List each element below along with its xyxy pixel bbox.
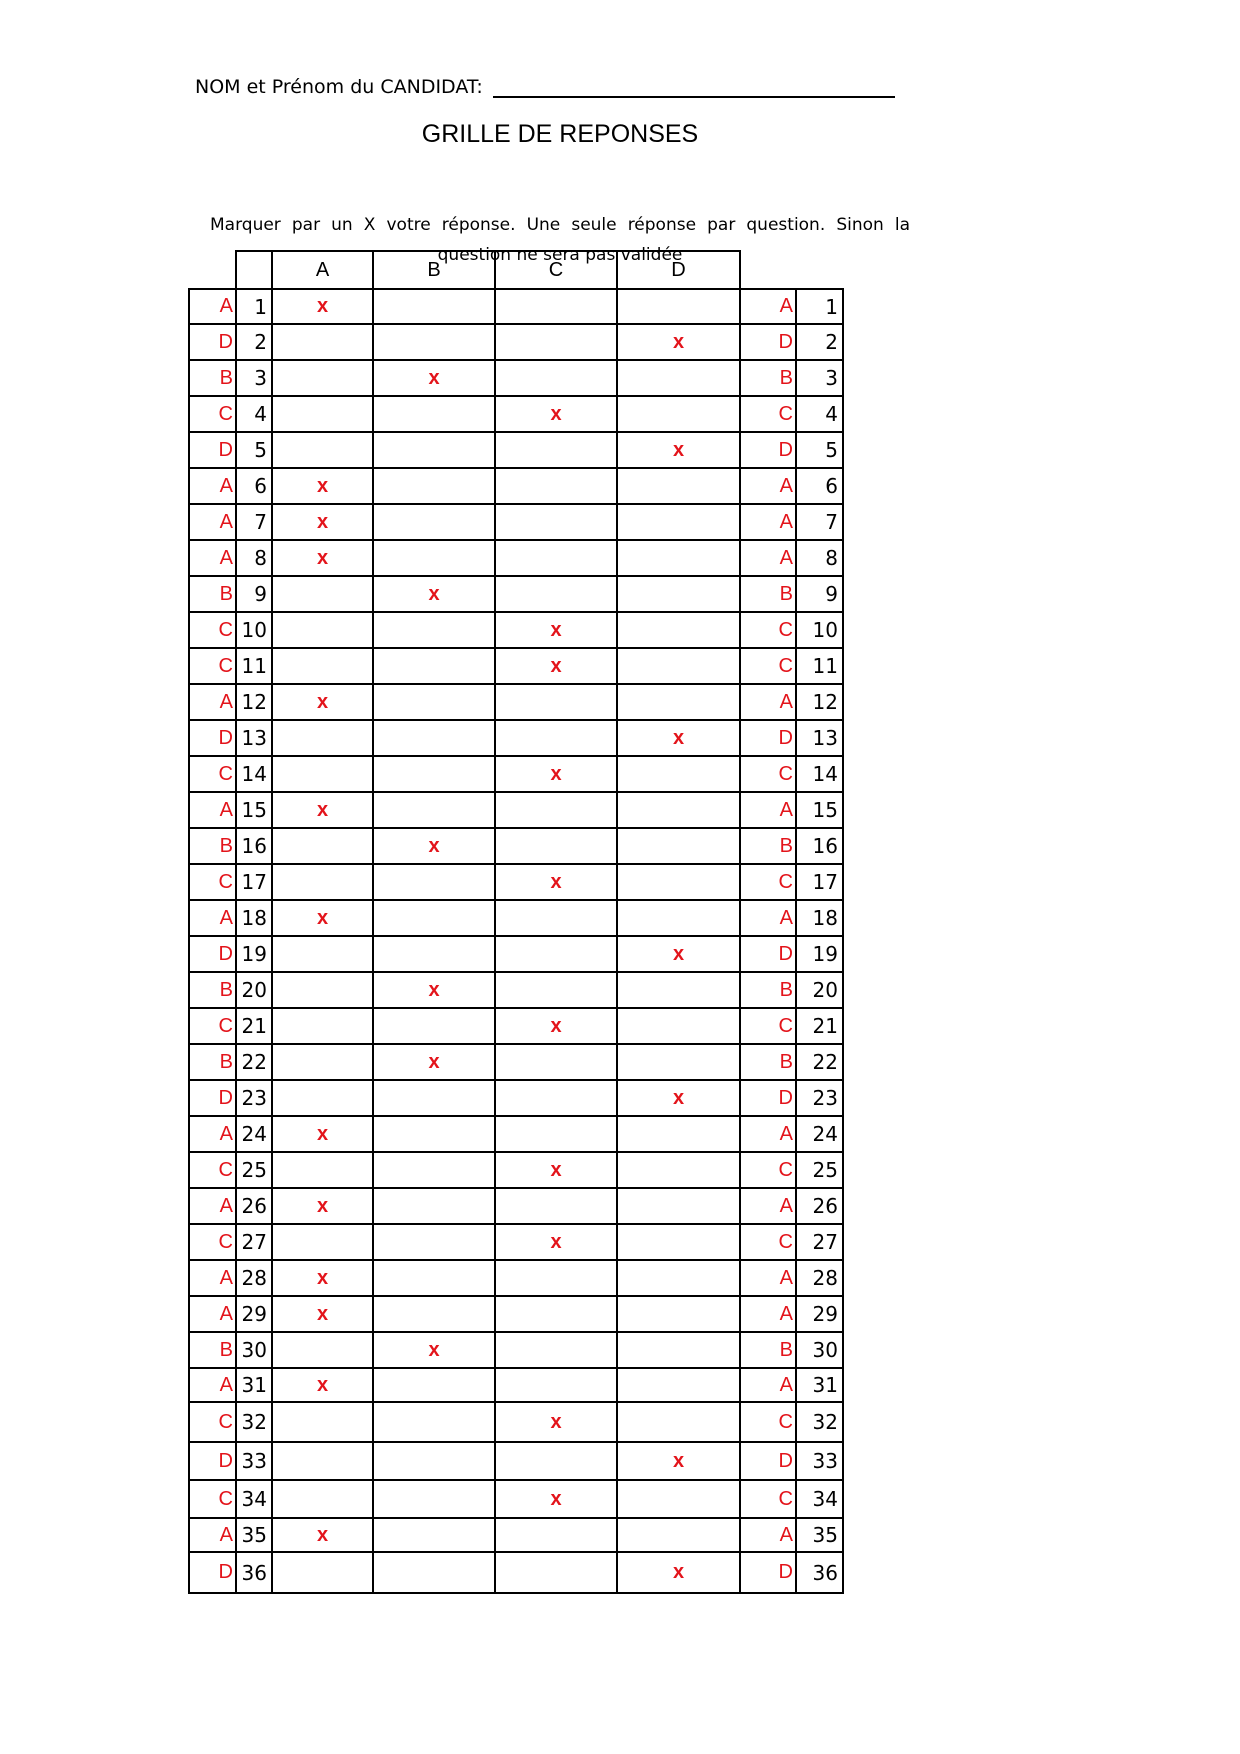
answer-cell-c[interactable] [494,827,618,865]
question-number-right: 10 [795,611,844,649]
answer-cell-b[interactable] [372,431,496,469]
candidate-name-line[interactable] [493,76,895,98]
question-number: 25 [235,1151,273,1189]
answer-cell-b[interactable] [372,1223,496,1261]
answer-key-left: C [188,1401,237,1443]
answer-cell-d[interactable] [616,1259,741,1297]
answer-cell-a[interactable] [271,971,374,1009]
answer-cell-c[interactable] [494,1367,618,1403]
question-number: 31 [235,1367,273,1403]
question-number-right: 3 [795,359,844,397]
question-number: 29 [235,1295,273,1333]
answer-key-left: C [188,863,237,901]
answer-key-left: B [188,1331,237,1369]
answer-cell-b[interactable] [372,1479,496,1519]
answer-key-left: A [188,683,237,721]
answer-key-left: D [188,1079,237,1117]
answer-key-left: A [188,288,237,325]
answer-cell-c[interactable] [494,323,618,361]
answer-cell-b[interactable] [372,1259,496,1297]
answer-cell-b[interactable] [372,719,496,757]
answer-key-left: A [188,1367,237,1403]
answer-key-right: C [739,1223,797,1261]
question-number-right: 9 [795,575,844,613]
answer-cell-d[interactable]: x [616,719,741,757]
answer-key-left: B [188,1043,237,1081]
answer-cell-a[interactable] [271,1151,374,1189]
question-number: 21 [235,1007,273,1045]
answer-cell-b[interactable] [372,899,496,937]
answer-cell-c[interactable] [494,1441,618,1481]
question-number-right: 16 [795,827,844,865]
answer-key-right: B [739,971,797,1009]
answer-cell-b[interactable] [372,1517,496,1553]
answer-cell-d[interactable] [616,1331,741,1369]
answer-key-right: A [739,899,797,937]
answer-key-right: C [739,1401,797,1443]
question-number: 4 [235,395,273,433]
answer-cell-d[interactable] [616,1187,741,1225]
answer-key-left: A [188,503,237,541]
question-number-right: 30 [795,1331,844,1369]
answer-key-right: A [739,791,797,829]
answer-cell-d[interactable] [616,1295,741,1333]
question-number-right: 32 [795,1401,844,1443]
question-number-right: 1 [795,288,844,325]
answer-key-left: C [188,755,237,793]
answer-cell-d[interactable] [616,1223,741,1261]
answer-cell-c[interactable]: x [494,395,618,433]
question-number: 24 [235,1115,273,1153]
answer-cell-c[interactable]: x [494,611,618,649]
question-number: 17 [235,863,273,901]
answer-cell-b[interactable] [372,863,496,901]
answer-key-left: A [188,791,237,829]
answer-key-left: C [188,611,237,649]
question-number: 19 [235,935,273,973]
answer-key-right: C [739,1151,797,1189]
answer-key-left: A [188,539,237,577]
question-number-right: 28 [795,1259,844,1297]
question-number: 27 [235,1223,273,1261]
question-number-right: 20 [795,971,844,1009]
answer-cell-a[interactable] [271,1043,374,1081]
question-number: 12 [235,683,273,721]
question-number-right: 6 [795,467,844,505]
answer-key-right: D [739,323,797,361]
answer-cell-a[interactable]: x [271,791,374,829]
answer-cell-d[interactable] [616,1043,741,1081]
answer-cell-a[interactable] [271,1441,374,1481]
question-number: 11 [235,647,273,685]
answer-key-left: C [188,1007,237,1045]
question-number: 18 [235,899,273,937]
answer-cell-a[interactable]: x [271,683,374,721]
answer-cell-d[interactable]: x [616,1441,741,1481]
answer-cell-d[interactable] [616,1151,741,1189]
answer-cell-c[interactable] [494,971,618,1009]
answer-cell-d[interactable]: x [616,1551,741,1594]
question-number: 33 [235,1441,273,1481]
answer-cell-a[interactable] [271,863,374,901]
answer-cell-c[interactable] [494,1517,618,1553]
answer-key-right: D [739,431,797,469]
answer-cell-d[interactable] [616,575,741,613]
column-header-d: D [616,250,741,290]
answer-key-left: C [188,1223,237,1261]
answer-cell-a[interactable] [271,935,374,973]
question-number: 14 [235,755,273,793]
answer-cell-d[interactable] [616,971,741,1009]
question-number-right: 21 [795,1007,844,1045]
answer-key-right: D [739,935,797,973]
answer-cell-c[interactable] [494,1295,618,1333]
answer-key-right: B [739,827,797,865]
answer-cell-d[interactable] [616,1479,741,1519]
answer-cell-d[interactable]: x [616,323,741,361]
answer-cell-d[interactable] [616,503,741,541]
answer-cell-b[interactable] [372,1401,496,1443]
answer-key-left: D [188,935,237,973]
answer-cell-d[interactable] [616,1517,741,1553]
instructions-line-2: question ne sera pas validée [437,245,683,265]
question-number-right: 7 [795,503,844,541]
question-number: 15 [235,791,273,829]
answer-cell-a[interactable] [271,755,374,793]
answer-cell-b[interactable]: x [372,1331,496,1369]
answer-cell-b[interactable] [372,1115,496,1153]
page-title: GRILLE DE REPONSES [421,120,699,148]
answer-key-left: A [188,899,237,937]
answer-cell-b[interactable] [372,683,496,721]
answer-key-right: A [739,1367,797,1403]
answer-key-left: C [188,395,237,433]
answer-key-right: C [739,395,797,433]
answer-key-right: B [739,1331,797,1369]
answer-cell-c[interactable] [494,719,618,757]
answer-cell-b[interactable] [372,1367,496,1403]
answer-key-right: A [739,288,797,325]
answer-cell-a[interactable] [271,1079,374,1117]
answer-cell-a[interactable]: x [271,288,374,325]
question-number-right: 17 [795,863,844,901]
answer-key-left: D [188,323,237,361]
answer-cell-b[interactable] [372,791,496,829]
answer-cell-d[interactable] [616,395,741,433]
answer-key-left: D [188,719,237,757]
answer-cell-a[interactable] [271,827,374,865]
answer-cell-a[interactable]: x [271,467,374,505]
answer-key-left: D [188,1551,237,1594]
answer-cell-c[interactable] [494,431,618,469]
question-number-right: 22 [795,1043,844,1081]
answer-cell-a[interactable]: x [271,1367,374,1403]
answer-key-left: C [188,647,237,685]
question-number: 34 [235,1479,273,1519]
answer-cell-d[interactable] [616,827,741,865]
answer-key-right: C [739,755,797,793]
answer-cell-a[interactable] [271,395,374,433]
column-header-a: A [271,250,374,290]
question-number: 32 [235,1401,273,1443]
answer-cell-b[interactable] [372,611,496,649]
answer-cell-b[interactable]: x [372,575,496,613]
answer-cell-c[interactable] [494,1043,618,1081]
answer-cell-a[interactable] [271,1223,374,1261]
answer-cell-c[interactable] [494,1115,618,1153]
question-number-right: 15 [795,791,844,829]
question-number-right: 36 [795,1551,844,1594]
question-number-right: 13 [795,719,844,757]
answer-key-right: A [739,539,797,577]
answer-cell-a[interactable] [271,647,374,685]
question-number: 5 [235,431,273,469]
answer-cell-d[interactable]: x [616,431,741,469]
question-number: 30 [235,1331,273,1369]
answer-cell-b[interactable] [372,1007,496,1045]
answer-cell-a[interactable]: x [271,1517,374,1553]
answer-cell-c[interactable]: x [494,1401,618,1443]
question-number: 2 [235,323,273,361]
answer-key-right: A [739,1295,797,1333]
answer-cell-b[interactable] [372,395,496,433]
answer-cell-a[interactable] [271,719,374,757]
answer-cell-d[interactable] [616,863,741,901]
answer-cell-d[interactable] [616,467,741,505]
answer-key-right: A [739,1259,797,1297]
answer-key-left: A [188,1517,237,1553]
question-number: 3 [235,359,273,397]
answer-key-left: B [188,827,237,865]
question-number: 28 [235,1259,273,1297]
question-number: 22 [235,1043,273,1081]
answer-cell-c[interactable] [494,503,618,541]
answer-cell-c[interactable] [494,683,618,721]
question-number: 36 [235,1551,273,1594]
question-number-right: 34 [795,1479,844,1519]
question-number: 13 [235,719,273,757]
answer-cell-c[interactable]: x [494,755,618,793]
question-number-right: 27 [795,1223,844,1261]
answer-key-right: D [739,1551,797,1594]
answer-key-left: D [188,1441,237,1481]
question-number-right: 8 [795,539,844,577]
answer-cell-a[interactable] [271,1401,374,1443]
column-header-c: C [494,250,618,290]
answer-cell-b[interactable]: x [372,827,496,865]
answer-cell-b[interactable] [372,1441,496,1481]
answer-cell-c[interactable] [494,1259,618,1297]
answer-cell-a[interactable] [271,575,374,613]
answer-key-right: D [739,1079,797,1117]
question-number: 35 [235,1517,273,1553]
answer-cell-a[interactable]: x [271,503,374,541]
answer-key-right: C [739,647,797,685]
answer-cell-b[interactable] [372,1079,496,1117]
answer-key-right: D [739,719,797,757]
answer-cell-c[interactable]: x [494,647,618,685]
answer-cell-a[interactable]: x [271,899,374,937]
answer-cell-d[interactable] [616,359,741,397]
answer-key-right: C [739,611,797,649]
answer-cell-d[interactable] [616,899,741,937]
answer-cell-c[interactable] [494,935,618,973]
answer-key-left: C [188,1151,237,1189]
answer-key-right: A [739,1187,797,1225]
question-number: 10 [235,611,273,649]
question-number: 16 [235,827,273,865]
answer-cell-a[interactable]: x [271,1259,374,1297]
answer-cell-a[interactable]: x [271,539,374,577]
answer-cell-b[interactable] [372,647,496,685]
answer-cell-b[interactable] [372,467,496,505]
answer-key-left: A [188,467,237,505]
candidate-name-label: NOM et Prénom du CANDIDAT: [195,76,483,98]
answer-key-right: C [739,1479,797,1519]
answer-cell-c[interactable] [494,288,618,325]
answer-cell-d[interactable] [616,1115,741,1153]
answer-cell-d[interactable]: x [616,935,741,973]
answer-cell-a[interactable] [271,1007,374,1045]
question-number: 1 [235,288,273,325]
answer-key-right: B [739,575,797,613]
answer-cell-b[interactable] [372,1551,496,1594]
answer-key-right: C [739,863,797,901]
answer-cell-b[interactable] [372,1295,496,1333]
answer-cell-c[interactable] [494,1079,618,1117]
answer-cell-d[interactable]: x [616,1079,741,1117]
answer-key-left: A [188,1187,237,1225]
answer-key-right: D [739,1441,797,1481]
question-number: 6 [235,467,273,505]
answer-key-left: D [188,431,237,469]
answer-cell-d[interactable] [616,647,741,685]
answer-cell-c[interactable] [494,791,618,829]
answer-cell-c[interactable] [494,1187,618,1225]
answer-cell-c[interactable] [494,899,618,937]
answer-cell-b[interactable]: x [372,1043,496,1081]
answer-cell-a[interactable] [271,1551,374,1594]
question-number-right: 26 [795,1187,844,1225]
answer-key-left: B [188,971,237,1009]
answer-key-right: A [739,683,797,721]
answer-key-right: B [739,359,797,397]
answer-cell-c[interactable]: x [494,1007,618,1045]
answer-cell-b[interactable] [372,288,496,325]
answer-cell-a[interactable] [271,431,374,469]
answer-key-right: A [739,1517,797,1553]
answer-key-left: B [188,359,237,397]
answer-key-right: A [739,1115,797,1153]
question-number-right: 11 [795,647,844,685]
answer-cell-b[interactable] [372,935,496,973]
question-number-right: 18 [795,899,844,937]
answer-cell-d[interactable] [616,1367,741,1403]
answer-cell-a[interactable] [271,1479,374,1519]
question-number: 7 [235,503,273,541]
question-number: 9 [235,575,273,613]
question-number-right: 29 [795,1295,844,1333]
question-number-right: 23 [795,1079,844,1117]
answer-cell-b[interactable] [372,1151,496,1189]
question-number: 8 [235,539,273,577]
answer-cell-a[interactable] [271,611,374,649]
question-number-right: 24 [795,1115,844,1153]
question-number-right: 14 [795,755,844,793]
answer-cell-c[interactable] [494,539,618,577]
answer-cell-c[interactable] [494,1331,618,1369]
candidate-name-field [195,76,895,98]
answer-cell-a[interactable] [271,1331,374,1369]
answer-cell-c[interactable] [494,575,618,613]
answer-key-left: B [188,575,237,613]
question-number: 26 [235,1187,273,1225]
question-number: 23 [235,1079,273,1117]
answer-cell-c[interactable]: x [494,1151,618,1189]
answer-key-right: A [739,467,797,505]
answer-cell-a[interactable]: x [271,1187,374,1225]
answer-key-left: A [188,1295,237,1333]
answer-cell-c[interactable] [494,359,618,397]
answer-key-right: C [739,1007,797,1045]
answer-cell-d[interactable] [616,288,741,325]
answer-key-left: A [188,1115,237,1153]
answer-cell-c[interactable]: x [494,863,618,901]
answer-cell-b[interactable] [372,1187,496,1225]
answer-cell-c[interactable] [494,1551,618,1594]
answer-key-right: A [739,503,797,541]
question-number-right: 4 [795,395,844,433]
question-number-right: 19 [795,935,844,973]
answer-cell-a[interactable]: x [271,1115,374,1153]
answer-cell-b[interactable] [372,539,496,577]
answer-cell-d[interactable] [616,611,741,649]
answer-cell-a[interactable] [271,359,374,397]
question-number-right: 33 [795,1441,844,1481]
answer-cell-b[interactable] [372,755,496,793]
answer-cell-d[interactable] [616,755,741,793]
answer-cell-c[interactable]: x [494,1223,618,1261]
answer-cell-b[interactable] [372,503,496,541]
header-blank-cell [235,250,273,290]
question-number-right: 5 [795,431,844,469]
question-number-right: 2 [795,323,844,361]
answer-cell-c[interactable] [494,467,618,505]
question-number-right: 31 [795,1367,844,1403]
answer-cell-c[interactable]: x [494,1479,618,1519]
answer-cell-b[interactable] [372,323,496,361]
answer-cell-d[interactable] [616,683,741,721]
question-number-right: 25 [795,1151,844,1189]
answer-cell-a[interactable] [271,323,374,361]
answer-cell-d[interactable] [616,1007,741,1045]
column-header-b: B [372,250,496,290]
question-number: 20 [235,971,273,1009]
answer-cell-d[interactable] [616,791,741,829]
answer-cell-d[interactable] [616,539,741,577]
question-number-right: 35 [795,1517,844,1553]
instructions-line-1: Marquer par un X votre réponse. Une seule réponse par question. Sinon la [210,215,910,235]
question-number-right: 12 [795,683,844,721]
answer-key-left: C [188,1479,237,1519]
answer-cell-b[interactable]: x [372,971,496,1009]
answer-key-left: A [188,1259,237,1297]
answer-key-right: B [739,1043,797,1081]
answer-cell-a[interactable]: x [271,1295,374,1333]
answer-cell-d[interactable] [616,1401,741,1443]
answer-cell-b[interactable]: x [372,359,496,397]
